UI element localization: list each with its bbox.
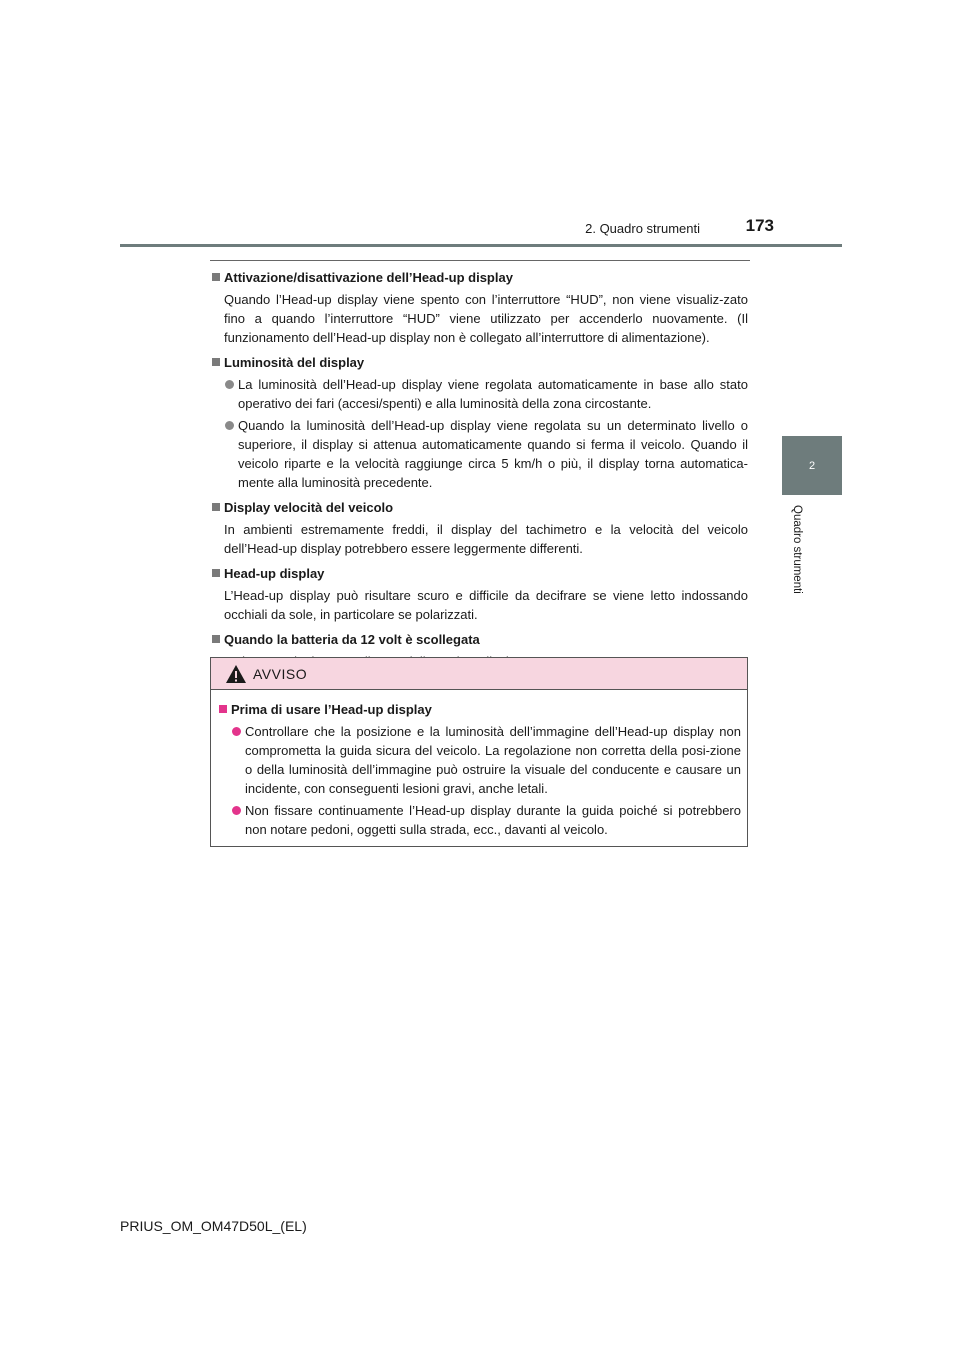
section-title: Head-up display: [210, 564, 748, 583]
circle-bullet-icon: [232, 727, 241, 736]
main-content: [210, 268, 748, 677]
document-code: PRIUS_OM_OM47D50L_(EL): [120, 1218, 307, 1234]
section-text: L’Head-up display può risultare scuro e difficile da decifrare se viene letto indossando occhiali da sole, in particolare se polarizzati.: [224, 588, 748, 622]
list-item: Controllare che la posizione e la luminosità dell’immagine dell’Head-up display non comprometta la guida sicura del veicolo. La regolazione non corretta della posi-zione o della luminosità dell’immagine può ostruire la visuale del conducente e causare un incidente, con conseguenti lesioni gravi, anche letali.: [217, 722, 741, 798]
section-speed-display: [210, 498, 748, 558]
warning-title: AVVISO: [253, 665, 308, 682]
warning-section-title: Prima di usare l’Head-up display: [217, 700, 741, 719]
section-title: Luminosità del display: [210, 353, 748, 372]
section-title: Display velocità del veicolo: [210, 498, 748, 517]
square-bullet-icon: [212, 358, 220, 366]
warning-triangle-icon: [225, 664, 247, 684]
circle-bullet-icon: [225, 380, 234, 389]
section-hud-toggle: [210, 268, 748, 347]
square-bullet-icon: [212, 273, 220, 281]
list-item: Quando la luminosità dell’Head-up display viene regolata su un determinato livello o superiore, il display si attenua automaticamente quando si ferma il veicolo. Quando il veicolo riparte e la velocità raggiunge circa 5 km/h o più, il display torna automatica-mente alla luminosità precedente.: [210, 416, 748, 492]
section-title: Quando la batteria da 12 volt è scollegata: [210, 630, 748, 649]
section-title: Attivazione/disattivazione dell’Head-up display: [210, 268, 748, 287]
section-text: In ambienti estremamente freddi, il display del tachimetro e la velocità del veicolo dell’Head-up display potrebbero essere leggermente differenti.: [224, 522, 748, 556]
warning-body: [211, 690, 747, 839]
header-rule: [120, 244, 842, 247]
list-item: Non fissare continuamente l’Head-up display durante la guida poiché si potrebbero non notare pedoni, oggetti sulla strada, ecc., davanti al veicolo.: [217, 801, 741, 839]
warning-header: [211, 658, 747, 690]
page-number: 173: [745, 216, 774, 235]
section-brightness: [210, 353, 748, 492]
square-bullet-icon: [212, 635, 220, 643]
chapter-tab-label: Quadro strumenti: [791, 505, 803, 594]
chapter-heading: 2. Quadro strumenti: [585, 221, 700, 236]
circle-bullet-icon: [232, 806, 241, 815]
chapter-tab[interactable]: [782, 436, 842, 495]
list-item: La luminosità dell’Head-up display viene regolata automaticamente in base allo stato operativo dei fari (accesi/spenti) e alla luminosità della zona circostante.: [210, 375, 748, 413]
square-bullet-icon: [212, 569, 220, 577]
section-head-up-display: [210, 564, 748, 624]
square-bullet-icon: [219, 705, 227, 713]
square-bullet-icon: [212, 503, 220, 511]
section-text: Quando l’Head-up display viene spento con l’interruttore “HUD”, non viene visualiz-zato fino a quando l’interruttore “HUD” viene utilizzato per accenderlo nuovamente. (Il funzionamento dell’Head-up display non è collegato all’interruttore di alimentazione).: [224, 292, 748, 345]
warning-box: [210, 657, 748, 847]
chapter-tab-number: 2: [808, 459, 816, 472]
circle-bullet-icon: [225, 421, 234, 430]
content-top-rule: [210, 260, 750, 261]
